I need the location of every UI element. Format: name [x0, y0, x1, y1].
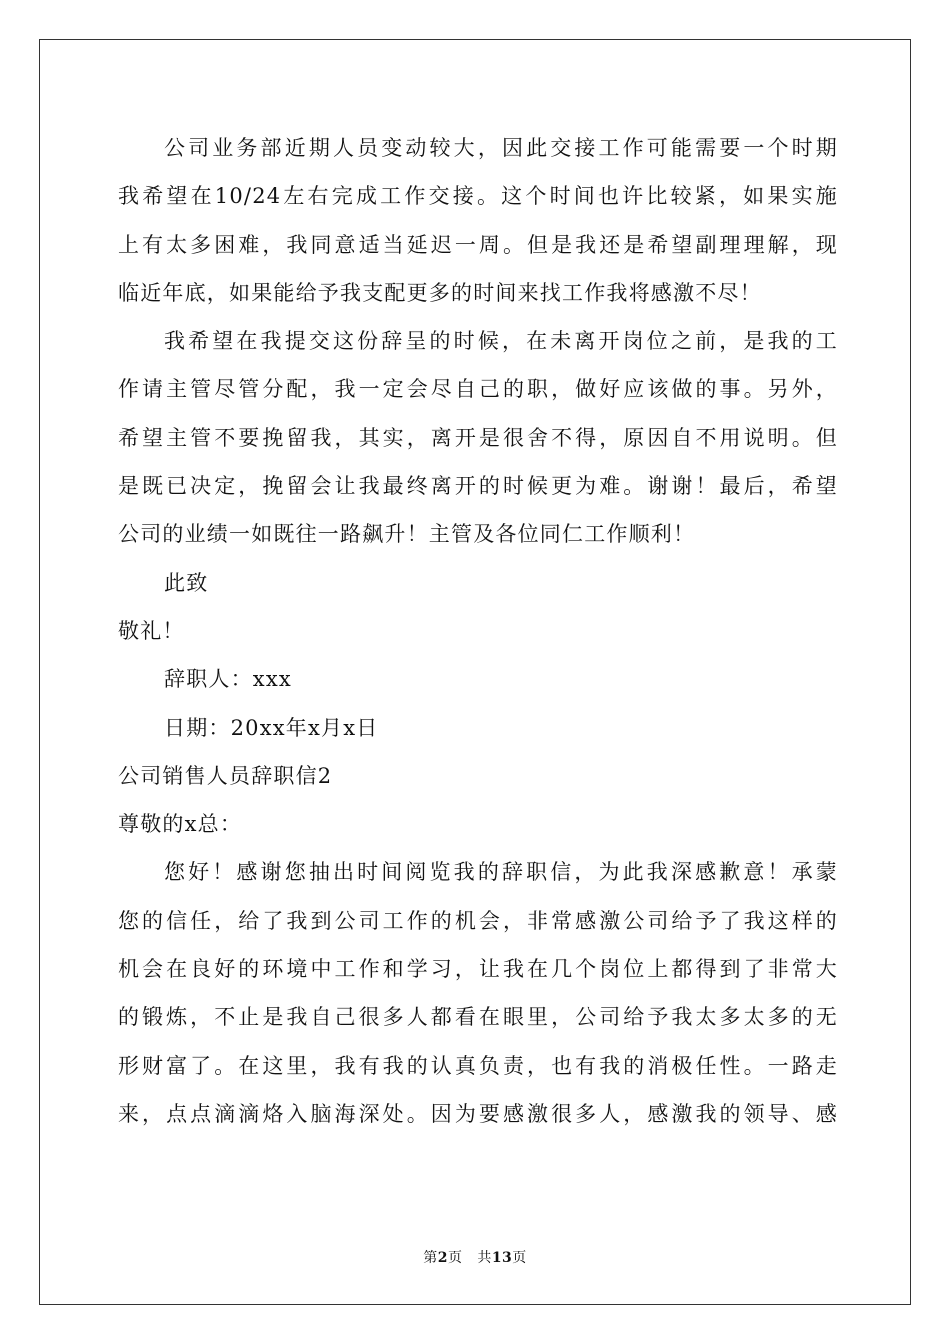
- footer-page-number: 2: [437, 1250, 448, 1266]
- text-line: 我希望在我提交这份辞呈的时候，在未离开岗位之前，是我的工: [164, 329, 838, 354]
- text-line: 来，点点滴滴烙入脑海深处。因为要感激很多人，感激我的领导、感: [118, 1101, 838, 1126]
- text-line: 上有太多困难，我同意适当延迟一周。但是我还是希望副理理解，现: [118, 232, 838, 257]
- text-line: 是既已决定，挽留会让我最终离开的时候更为难。谢谢！最后，希望: [118, 474, 838, 499]
- text-line: 您好！感谢您抽出时间阅览我的辞职信，为此我深感歉意！承蒙: [164, 860, 838, 885]
- footer-page-suffix: 页: [447, 1250, 463, 1266]
- text-line: 敬礼！: [118, 618, 185, 643]
- text-line: 公司业务部近期人员变动较大，因此交接工作可能需要一个时期: [164, 136, 838, 160]
- text-line: 公司的业绩一如既往一路飙升！主管及各位同仁工作顺利！: [118, 522, 696, 547]
- footer-total-pages: 13: [491, 1250, 513, 1266]
- text-line: 希望主管不要挽留我，其实，离开是很舍不得，原因自不用说明。但: [118, 425, 838, 450]
- text-line: 机会在良好的环境中工作和学习，让我在几个岗位上都得到了非常大: [118, 957, 838, 982]
- text-line: 形财富了。在这里，我有我的认真负责，也有我的消极任性。一路走: [118, 1053, 838, 1078]
- page-footer: [0, 1247, 950, 1267]
- text-line: 您的信任，给了我到公司工作的机会，非常感激公司给予了我这样的: [118, 908, 838, 933]
- text-line: 我希望在10/24左右完成工作交接。这个时间也许比较紧，如果实施: [118, 184, 838, 209]
- text-line: 的锻炼，不止是我自己很多人都看在眼里，公司给予我太多太多的无: [118, 1005, 838, 1030]
- text-line: 此致: [164, 570, 209, 595]
- letter-body: [118, 124, 838, 1138]
- footer-total-suffix: 页: [512, 1250, 527, 1266]
- text-line: 尊敬的x总：: [118, 812, 243, 837]
- text-line: 作请主管尽管分配，我一定会尽自己的职，做好应该做的事。另外，: [118, 377, 838, 402]
- text-line: 辞职人：xxx: [164, 667, 292, 692]
- text-line: 临近年底，如果能给予我支配更多的时间来找工作我将感激不尽！: [118, 280, 762, 305]
- text-line: 日期：20xx年x月x日: [164, 715, 379, 740]
- footer-page-prefix: 第: [423, 1250, 438, 1266]
- footer-total-prefix: 共: [477, 1250, 492, 1266]
- text-line: 公司销售人员辞职信2: [118, 763, 333, 788]
